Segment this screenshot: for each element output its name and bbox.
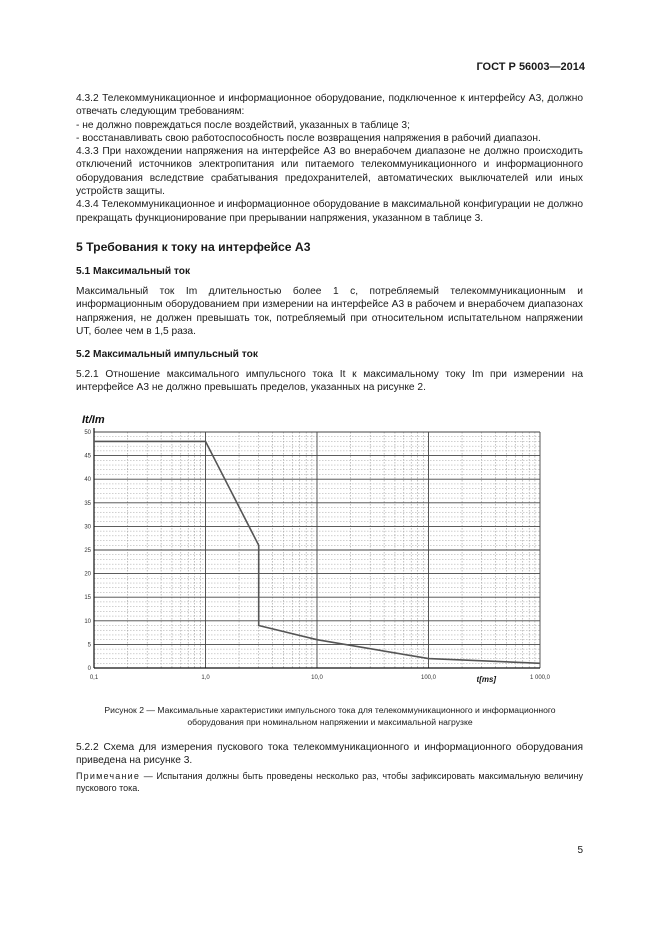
y-tick-label: 10 (84, 618, 91, 625)
document-id: ГОСТ Р 56003—2014 (476, 61, 585, 73)
subsection-5-2-2-text: 5.2.2 Схема для измерения пускового тока телекоммуникационного и информационного оборудования приведена на рисунке 3. (76, 742, 583, 767)
x-tick-label: 10,0 (311, 675, 323, 681)
y-tick-label: 30 (84, 524, 91, 531)
subsection-5-2-1-text: 5.2.1 Отношение максимального импульсного тока It к максимальному току Im при измерении на интерфейсе А3 не должно превышать пределов, указанных на рисунке 2. (76, 369, 583, 394)
x-axis-label: t[ms] (476, 675, 497, 684)
note-label: Примечание (76, 771, 141, 781)
y-tick-label: 50 (84, 430, 91, 436)
paragraph-4-3-3: 4.3.3 При нахождении напряжения на интерфейсе А3 во внерабочем диапазоне не должно происходить отключений источников электропитания или питаемого телекоммуникационного и информационного оборудования вследствие срабатывания предохранителей, автоматических выключателей или иных устройств защиты. (76, 146, 583, 198)
x-tick-label: 0,1 (89, 675, 99, 681)
note (76, 770, 583, 794)
y-tick-label: 15 (84, 595, 91, 602)
note-text: — Испытания должны быть проведены несколько раз, чтобы зафиксировать максимальную величину пускового тока. (76, 771, 583, 793)
x-tick-label: 1 000,0 (529, 675, 551, 681)
subsection-5-2-title: 5.2 Максимальный импульсный ток (76, 349, 258, 360)
subsection-5-1-text: Максимальный ток Im длительностью более 1 с, потребляемый телекоммуникационным и информационным оборудованием при измерении на интерфейсе А3 в рабочем и внерабочем диапазонах напряжения, не должен превышать ток, потребляемый при относительном испытательном напряжении UT, более чем в 1,5 раза. (76, 286, 583, 337)
subsection-5-1-title: 5.1 Максимальный ток (76, 266, 191, 277)
figure-2-caption: Рисунок 2 — Максимальные характеристики импульсного тока для телекоммуникационного и информационного оборудования при номинальном напряжении и максимальной нагрузке (104, 705, 556, 727)
paragraph-4-3-2: 4.3.2 Телекоммуникационное и информационное оборудование, подключенное к интерфейсу А3, должно отвечать следующим требованиям: (76, 93, 583, 118)
clause-4-3-block (76, 92, 583, 225)
x-tick-label: 1,0 (201, 675, 210, 681)
y-tick-label: 5 (87, 642, 91, 649)
figure-2-chart (70, 406, 560, 698)
y-tick-label: 20 (84, 571, 91, 578)
y-tick-label: 0 (87, 666, 91, 672)
x-tick-label: 100,0 (420, 675, 437, 681)
y-tick-label: 40 (84, 477, 91, 484)
paragraph-4-3-2-item1: - не должно повреждаться после воздействий, указанных в таблице 3; (76, 119, 410, 131)
section-5-title: 5 Требования к току на интерфейсе А3 (76, 240, 311, 254)
paragraph-4-3-4: 4.3.4 Телекоммуникационное и информационное оборудование в максимальной конфигурации не должно прекращать функционирование при прерывании напряжения, указанном в таблице 3. (76, 199, 583, 224)
y-tick-label: 35 (84, 500, 91, 507)
paragraph-4-3-2-item2: - восстанавливать свою работоспособность после возвращения напряжения в рабочий диапазон. (76, 132, 541, 144)
y-axis-label: It/Im (82, 414, 105, 426)
page-number: 5 (577, 845, 583, 856)
y-tick-label: 45 (84, 453, 91, 460)
y-tick-label: 25 (84, 548, 91, 554)
